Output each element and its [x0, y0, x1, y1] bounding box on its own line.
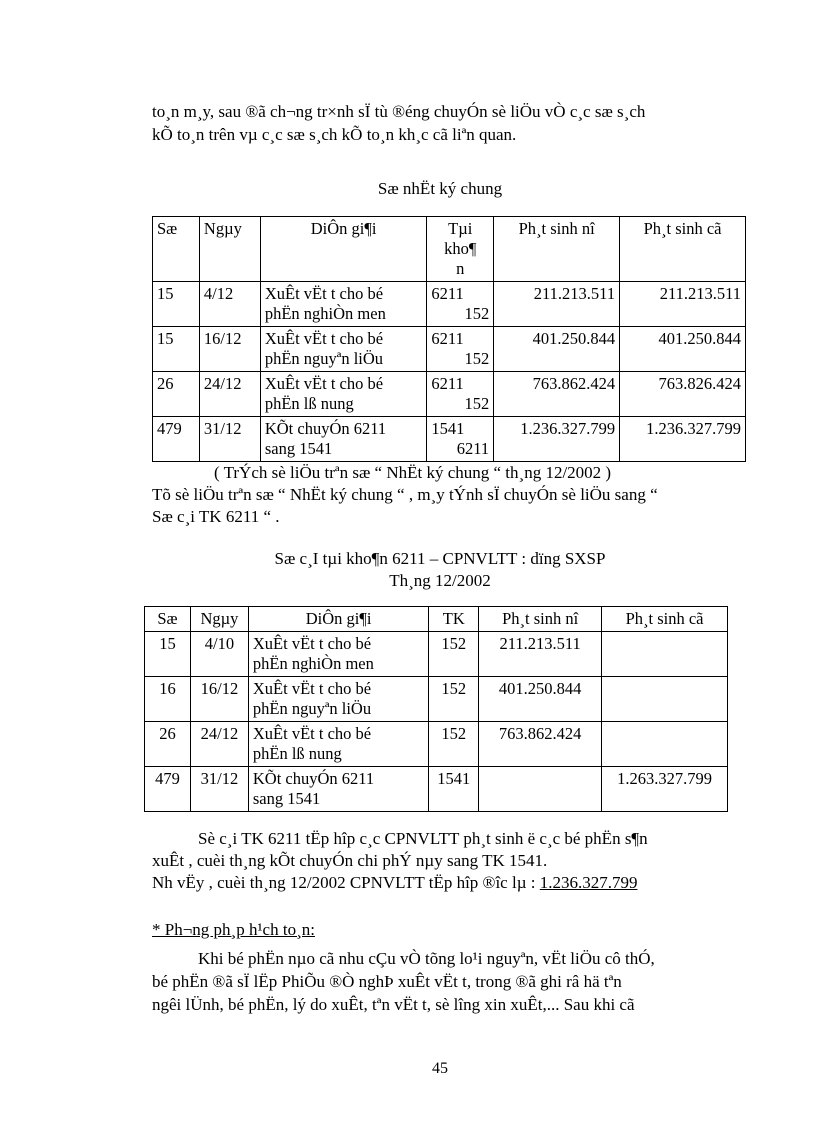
cell-dien-giai [248, 632, 428, 677]
dien-giai-line-2: phËn nguyªn liÖu [264, 349, 384, 368]
dien-giai-line-1: XuÊt vËt t cho bé [252, 634, 372, 653]
header-phat-sinh-co: Ph¸t sinh cã [602, 607, 728, 632]
cell-ngay: 31/12 [190, 767, 248, 812]
method-line-2: bé phËn ®ã sÏ lËp PhiÕu ®Ò nghÞ xuÊt vËt t, trong ®ã ghi râ hä tªn [152, 972, 622, 991]
table-row [145, 632, 728, 677]
cell-dien-giai [260, 327, 426, 372]
table-row [145, 722, 728, 767]
cell-phat-sinh-co: 1.263.327.799 [602, 767, 728, 812]
cell-phat-sinh-co: 401.250.844 [620, 327, 746, 372]
cell-so: 479 [153, 417, 200, 462]
header-phat-sinh-co: Ph¸t sinh cã [620, 217, 746, 282]
cell-tk: 1541 [429, 767, 479, 812]
dien-giai-line-1: KÕt chuyÓn 6211 [252, 769, 375, 788]
dien-giai-line-2: sang 1541 [264, 439, 333, 458]
cell-ngay: 24/12 [190, 722, 248, 767]
dien-giai-line-1: XuÊt vËt t cho bé [264, 284, 384, 303]
cell-phat-sinh-no: 763.862.424 [494, 372, 620, 417]
cell-ngay: 4/10 [190, 632, 248, 677]
header-phat-sinh-no: Ph¸t sinh nî [494, 217, 620, 282]
cell-phat-sinh-no: 401.250.844 [494, 327, 620, 372]
cell-so: 15 [145, 632, 191, 677]
cell-tai-khoan [427, 372, 494, 417]
dien-giai-line-1: XuÊt vËt t cho bé [252, 679, 372, 698]
tk-debit: 6211 [431, 284, 464, 303]
dien-giai-line-2: sang 1541 [252, 789, 321, 808]
tk-debit: 1541 [431, 419, 465, 438]
cell-phat-sinh-co: 211.213.511 [620, 282, 746, 327]
dien-giai-line-2: phËn nghiÒn men [264, 304, 386, 323]
tk-credit: 152 [464, 304, 490, 323]
cell-phat-sinh-no: 763.862.424 [479, 722, 602, 767]
method-line-3: ngêi lÜnh, bé phËn, lý do xuÊt, tªn vËt t, sè lîng xin xuÊt,... Sau khi cã [152, 995, 635, 1014]
journal-title: Sæ nhËt ký chung [377, 179, 503, 198]
header-phat-sinh-no: Ph¸t sinh nî [479, 607, 602, 632]
cell-dien-giai [260, 417, 426, 462]
header-tk: TK [429, 607, 479, 632]
cell-dien-giai [248, 722, 428, 767]
general-journal-table [152, 216, 746, 462]
cell-phat-sinh-no: 401.250.844 [479, 677, 602, 722]
tk-credit: 152 [464, 394, 490, 413]
cell-ngay: 4/12 [199, 282, 260, 327]
cell-so: 26 [153, 372, 200, 417]
cell-ngay: 16/12 [199, 327, 260, 372]
table-header-row [153, 217, 746, 282]
intro-line-2: kÕ to¸n trên vµ c¸c sæ s¸ch kÕ to¸n kh¸c cã liªn quan. [152, 125, 517, 144]
cell-tai-khoan [427, 282, 494, 327]
cell-phat-sinh-co [602, 632, 728, 677]
tk-debit: 6211 [431, 374, 464, 393]
cell-phat-sinh-no: 1.236.327.799 [494, 417, 620, 462]
summary-line-2: xuÊt , cuèi th¸ng kÕt chuyÓn chi phÝ nµy sang TK 1541. [152, 851, 548, 870]
header-dien-giai: DiÔn gi¶i [260, 217, 426, 282]
header-so: Sæ [145, 607, 191, 632]
cell-so: 15 [153, 282, 200, 327]
dien-giai-line-1: KÕt chuyÓn 6211 [264, 419, 387, 438]
page-number: 45 [432, 1060, 448, 1077]
cell-phat-sinh-co: 1.236.327.799 [620, 417, 746, 462]
cell-dien-giai [248, 677, 428, 722]
dien-giai-line-1: XuÊt vËt t cho bé [264, 374, 384, 393]
cell-phat-sinh-no [479, 767, 602, 812]
summary-line-3 [152, 872, 637, 894]
tk-debit: 6211 [431, 329, 464, 348]
table-header-row [145, 607, 728, 632]
cell-tk: 152 [429, 677, 479, 722]
header-ngay: Ngµy [190, 607, 248, 632]
cell-phat-sinh-co [602, 677, 728, 722]
cell-phat-sinh-no: 211.213.511 [494, 282, 620, 327]
dien-giai-line-2: phËn lß nung [264, 394, 354, 413]
header-so: Sæ [153, 217, 200, 282]
cell-ngay: 24/12 [199, 372, 260, 417]
cell-ngay: 16/12 [190, 677, 248, 722]
dien-giai-line-2: phËn lß nung [252, 744, 342, 763]
cell-dien-giai [248, 767, 428, 812]
intro-line-1: to¸n m¸y, sau ®ã ch¬ng tr×nh sÏ tù ®éng chuyÓn sè liÖu vÒ c¸c sæ s¸ch [152, 102, 646, 121]
method-line-1: Khi bé phËn nµo cã nhu cÇu vÒ tõng lo¹i nguyªn, vËt liÖu cô thÓ, [198, 949, 655, 968]
ledger-month: Th¸ng 12/2002 [389, 571, 491, 590]
dien-giai-line-1: XuÊt vËt t cho bé [252, 724, 372, 743]
ledger-title: Sæ c¸I tµi kho¶n 6211 – CPNVLTT : dïng SXSP [274, 549, 606, 568]
header-tai-khoan: Tµi kho¶n [427, 217, 494, 282]
transfer-line-1: Tõ sè liÖu trªn sæ “ NhËt ký chung “ , m¸y tÝnh sÏ chuyÓn sè liÖu sang “ [152, 485, 658, 504]
summary-total-value: 1.236.327.799 [539, 873, 638, 892]
cell-tk: 152 [429, 632, 479, 677]
dien-giai-line-2: phËn nguyªn liÖu [252, 699, 372, 718]
summary-line-3-text: Nh vËy , cuèi th¸ng 12/2002 CPNVLTT tËp hîp ®îc lµ : [152, 873, 540, 892]
cell-ngay: 31/12 [199, 417, 260, 462]
cell-dien-giai [260, 372, 426, 417]
cell-tai-khoan [427, 417, 494, 462]
tk-credit: 6211 [456, 439, 490, 458]
table-row [145, 767, 728, 812]
header-ngay: Ngµy [199, 217, 260, 282]
cell-phat-sinh-co: 763.826.424 [620, 372, 746, 417]
cell-tk: 152 [429, 722, 479, 767]
cell-so: 26 [145, 722, 191, 767]
cell-so: 16 [145, 677, 191, 722]
cell-so: 479 [145, 767, 191, 812]
cell-tai-khoan [427, 327, 494, 372]
dien-giai-line-2: phËn nghiÒn men [252, 654, 374, 673]
cell-so: 15 [153, 327, 200, 372]
header-dien-giai: DiÔn gi¶i [248, 607, 428, 632]
ledger-6211-table [144, 606, 728, 812]
table-row [145, 677, 728, 722]
dien-giai-line-1: XuÊt vËt t cho bé [264, 329, 384, 348]
excerpt-note: ( TrÝch sè liÖu trªn sæ “ NhËt ký chung “ th¸ng 12/2002 ) [214, 463, 612, 482]
method-heading: * Ph¬ng ph¸p h¹ch to¸n: [152, 920, 315, 939]
tk-credit: 152 [464, 349, 490, 368]
table-row [153, 327, 746, 372]
transfer-line-2: Sæ c¸i TK 6211 “ . [152, 507, 280, 526]
cell-phat-sinh-co [602, 722, 728, 767]
table-row [153, 372, 746, 417]
table-row [153, 417, 746, 462]
summary-line-1: Sè c¸i TK 6211 tËp hîp c¸c CPNVLTT ph¸t sinh ë c¸c bé phËn s¶n [198, 829, 648, 848]
cell-dien-giai [260, 282, 426, 327]
table-row [153, 282, 746, 327]
cell-phat-sinh-no: 211.213.511 [479, 632, 602, 677]
